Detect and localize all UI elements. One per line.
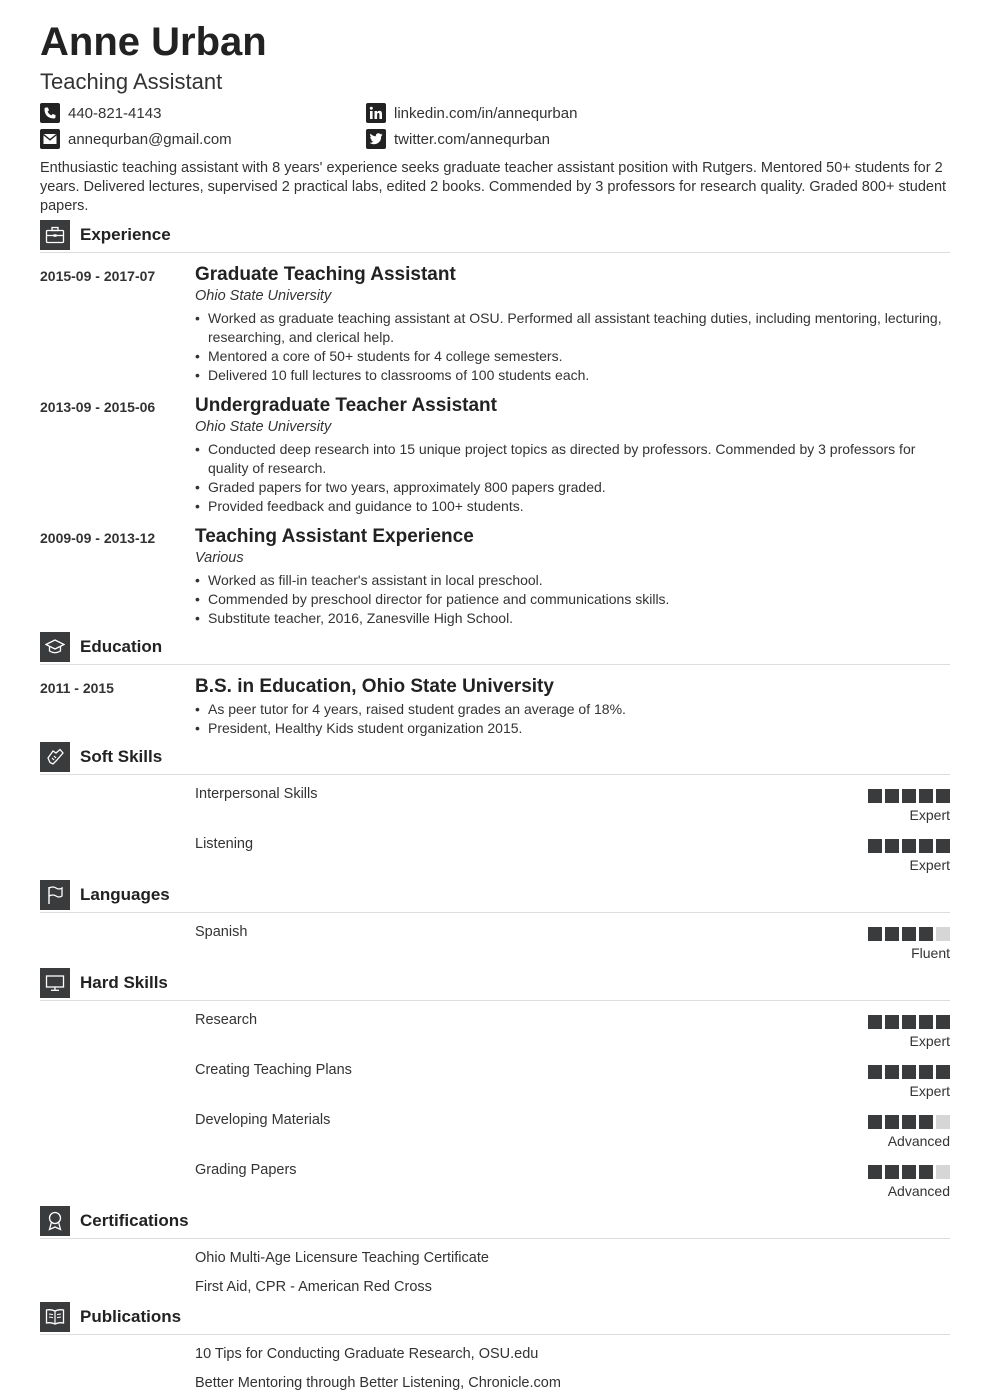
contact-email[interactable] [40, 129, 232, 149]
rating-square-filled [919, 839, 933, 853]
contact-phone-text: 440-821-4143 [68, 104, 162, 122]
rating-square-filled [936, 1015, 950, 1029]
section-hard-skills [40, 968, 950, 1001]
certification-item: First Aid, CPR - American Red Cross [195, 1279, 432, 1295]
entry-org: Various [195, 550, 244, 566]
rating-square-filled [902, 789, 916, 803]
section-certifications [40, 1206, 950, 1239]
skill-rating [865, 1115, 950, 1129]
award-ribbon-icon [40, 1206, 70, 1236]
contact-phone[interactable] [40, 103, 161, 123]
twitter-icon [366, 129, 386, 149]
section-experience [40, 220, 950, 253]
list-item: • Mentored a core of 50+ students for 4 college semesters. [195, 347, 950, 366]
section-soft-skills [40, 742, 950, 775]
candidate-name: Anne Urban [40, 20, 267, 64]
rating-square-filled [919, 1165, 933, 1179]
list-item: • As peer tutor for 4 years, raised student grades an average of 18%. [195, 700, 950, 719]
entry-date: 2011 - 2015 [40, 680, 114, 696]
entry-title: B.S. in Education, Ohio State University [195, 676, 554, 697]
rating-square-filled [885, 1065, 899, 1079]
handshake-icon [40, 742, 70, 772]
contact-twitter[interactable] [366, 129, 550, 149]
entry-date: 2009-09 - 2013-12 [40, 530, 156, 546]
list-item: • Delivered 10 full lectures to classrooms of 100 students each. [195, 366, 950, 385]
hard-skill-item [195, 1112, 950, 1152]
section-title-experience: Experience [80, 225, 171, 244]
skill-rating [865, 1065, 950, 1079]
phone-icon [40, 103, 60, 123]
rating-square-filled [868, 1015, 882, 1029]
rating-square-filled [902, 1065, 916, 1079]
rating-square-filled [902, 839, 916, 853]
section-education [40, 632, 950, 665]
contact-linkedin-text: linkedin.com/in/annequrban [394, 104, 578, 122]
publication-item: 10 Tips for Conducting Graduate Research, OSU.edu [195, 1346, 539, 1362]
flag-icon [40, 880, 70, 910]
language-rating [865, 927, 950, 941]
rating-square-filled [919, 927, 933, 941]
skill-level: Expert [909, 857, 950, 873]
entry-title: Teaching Assistant Experience [195, 526, 474, 547]
section-title-hard-skills: Hard Skills [80, 973, 168, 992]
language-item [195, 924, 950, 964]
rating-square-filled [885, 1015, 899, 1029]
rating-square-filled [868, 1165, 882, 1179]
entry-bullets [195, 440, 950, 516]
list-item: • President, Healthy Kids student organization 2015. [195, 719, 950, 738]
rating-square-filled [902, 1015, 916, 1029]
skill-level: Expert [909, 1083, 950, 1099]
hard-skill-item [195, 1012, 950, 1052]
section-title-languages: Languages [80, 885, 170, 904]
list-item: • Worked as graduate teaching assistant at OSU. Performed all assistant teaching duties, including mentoring, lecturing, researching, and clerical help. [195, 309, 950, 347]
rating-square-filled [919, 1115, 933, 1129]
linkedin-icon [366, 103, 386, 123]
monitor-icon [40, 968, 70, 998]
rating-square-filled [885, 1115, 899, 1129]
list-item: • Provided feedback and guidance to 100+ students. [195, 497, 950, 516]
rating-square-filled [868, 789, 882, 803]
rating-square-filled [936, 1065, 950, 1079]
skill-level: Advanced [887, 1133, 950, 1149]
graduation-cap-icon [40, 632, 70, 662]
rating-square-filled [885, 927, 899, 941]
certification-item: Ohio Multi-Age Licensure Teaching Certificate [195, 1250, 489, 1266]
skill-name: Developing Materials [195, 1112, 331, 1128]
summary-text: Enthusiastic teaching assistant with 8 years' experience seeks graduate teacher assistant position with Rutgers. Mentored 50+ students for 2 years. Delivered lectures, supervised 2 practical labs, edited 2 books. Commended by 3 professors for research quality. Graded 800+ student papers. [40, 160, 947, 214]
rating-square-filled [919, 789, 933, 803]
rating-square-filled [936, 789, 950, 803]
section-title-soft-skills: Soft Skills [80, 747, 163, 766]
entry-org: Ohio State University [195, 419, 332, 435]
open-book-icon [40, 1302, 70, 1332]
rating-square-empty [936, 1115, 950, 1129]
rating-square-filled [868, 927, 882, 941]
entry-date: 2013-09 - 2015-06 [40, 399, 156, 415]
rating-square-filled [902, 1115, 916, 1129]
list-item: • Conducted deep research into 15 unique project topics as directed by professors. Commended by 3 professors for quality of research. [195, 440, 950, 478]
rating-square-filled [868, 1065, 882, 1079]
entry-title: Graduate Teaching Assistant [195, 264, 456, 285]
rating-square-filled [885, 839, 899, 853]
entry-bullets [195, 309, 950, 385]
skill-level: Expert [909, 1033, 950, 1049]
skill-level: Advanced [887, 1183, 950, 1199]
language-name: Spanish [195, 924, 248, 940]
rating-square-filled [902, 927, 916, 941]
entry-title: Undergraduate Teacher Assistant [195, 395, 497, 416]
rating-square-filled [868, 839, 882, 853]
skill-rating [865, 839, 950, 853]
mail-icon [40, 129, 60, 149]
contact-linkedin[interactable] [366, 103, 577, 123]
soft-skill-item [195, 836, 950, 876]
publication-item: Better Mentoring through Better Listening, Chronicle.com [195, 1375, 561, 1391]
list-item: • Graded papers for two years, approximately 800 papers graded. [195, 478, 950, 497]
rating-square-filled [885, 1165, 899, 1179]
skill-name: Grading Papers [195, 1162, 297, 1178]
skill-name: Interpersonal Skills [195, 786, 318, 802]
skill-name: Creating Teaching Plans [195, 1062, 352, 1078]
list-item: • Commended by preschool director for patience and communications skills. [195, 590, 950, 609]
section-languages [40, 880, 950, 913]
list-item: • Substitute teacher, 2016, Zanesville High School. [195, 609, 950, 628]
contact-email-text: annequrban@gmail.com [68, 130, 232, 148]
skill-name: Listening [195, 836, 254, 852]
section-title-certifications: Certifications [80, 1211, 189, 1230]
skill-rating [865, 789, 950, 803]
rating-square-filled [868, 1115, 882, 1129]
entry-bullets [195, 700, 950, 738]
hard-skill-item [195, 1062, 950, 1102]
hard-skill-item [195, 1162, 950, 1202]
rating-square-filled [919, 1015, 933, 1029]
soft-skill-item [195, 786, 950, 826]
skill-name: Research [195, 1012, 258, 1028]
rating-square-filled [885, 789, 899, 803]
rating-square-empty [936, 1165, 950, 1179]
entry-bullets [195, 571, 950, 628]
language-level: Fluent [911, 945, 950, 961]
rating-square-filled [936, 839, 950, 853]
rating-square-filled [902, 1165, 916, 1179]
rating-square-empty [936, 927, 950, 941]
entry-date: 2015-09 - 2017-07 [40, 268, 156, 284]
candidate-role: Teaching Assistant [40, 69, 223, 94]
rating-square-filled [919, 1065, 933, 1079]
contact-twitter-text: twitter.com/annequrban [394, 130, 550, 148]
skill-rating [865, 1165, 950, 1179]
section-title-publications: Publications [80, 1307, 182, 1326]
skill-level: Expert [909, 807, 950, 823]
list-item: • Worked as fill-in teacher's assistant in local preschool. [195, 571, 950, 590]
section-title-education: Education [80, 637, 163, 656]
briefcase-icon [40, 220, 70, 250]
entry-org: Ohio State University [195, 288, 332, 304]
skill-rating [865, 1015, 950, 1029]
section-publications [40, 1302, 950, 1335]
